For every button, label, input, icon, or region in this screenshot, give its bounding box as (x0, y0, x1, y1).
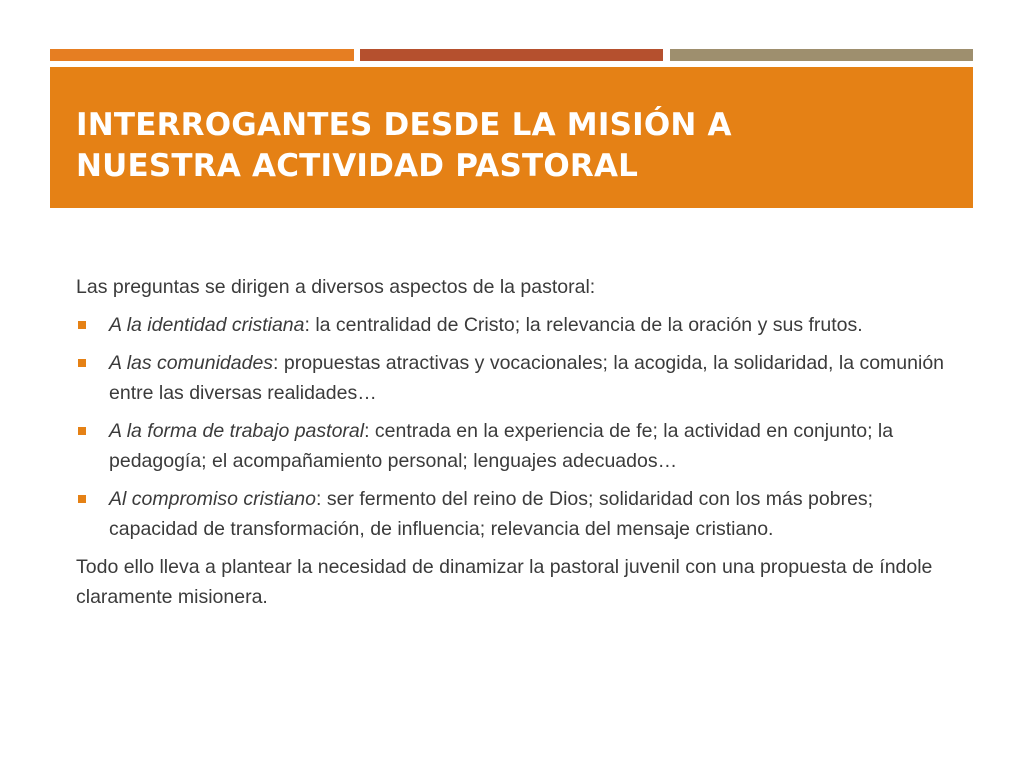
bullet-lead: A las comunidades (109, 352, 274, 374)
title-band (50, 67, 973, 208)
bullet-lead: Al compromiso cristiano (109, 488, 316, 510)
bullet-text: : propuestas atractivas y vocacionales; la acogida, la solidaridad, la comunión entre las diversas realidades… (109, 352, 945, 404)
bullet-lead: A la identidad cristiana (109, 314, 305, 336)
accent-bar-rust (360, 49, 663, 61)
bullet-text: : ser fermento del reino de Dios; solidaridad con los más pobres; capacidad de transformación, de influencia; relevancia del mensaje cristiano. (109, 488, 874, 540)
square-bullet-icon (78, 321, 86, 329)
square-bullet-icon (78, 495, 86, 503)
list-item (76, 484, 956, 544)
conclusion-paragraph: Todo ello lleva a plantear la necesidad de dinamizar la pastoral juvenil con una propuesta de índole claramente misionera. (76, 556, 933, 608)
list-item (76, 416, 956, 476)
accent-bar-taupe (670, 49, 973, 61)
bullet-list (76, 310, 956, 544)
list-item (76, 348, 956, 408)
accent-bar-orange (50, 49, 354, 61)
slide-body (76, 272, 956, 620)
slide-title-line-1: INTERROGANTES DESDE LA MISIÓN A (76, 107, 732, 143)
square-bullet-icon (78, 359, 86, 367)
bullet-text: : centrada en la experiencia de fe; la actividad en conjunto; la pedagogía; el acompañamiento personal; lenguajes adecuados… (109, 420, 894, 472)
bullet-text: : la centralidad de Cristo; la relevancia de la oración y sus frutos. (304, 314, 863, 336)
bullet-lead: A la forma de trabajo pastoral (109, 420, 365, 442)
slide-title-line-2: NUESTRA ACTIVIDAD PASTORAL (76, 148, 639, 184)
intro-paragraph: Las preguntas se dirigen a diversos aspectos de la pastoral: (76, 276, 596, 298)
square-bullet-icon (78, 427, 86, 435)
list-item (76, 310, 956, 340)
slide-title (76, 105, 947, 187)
